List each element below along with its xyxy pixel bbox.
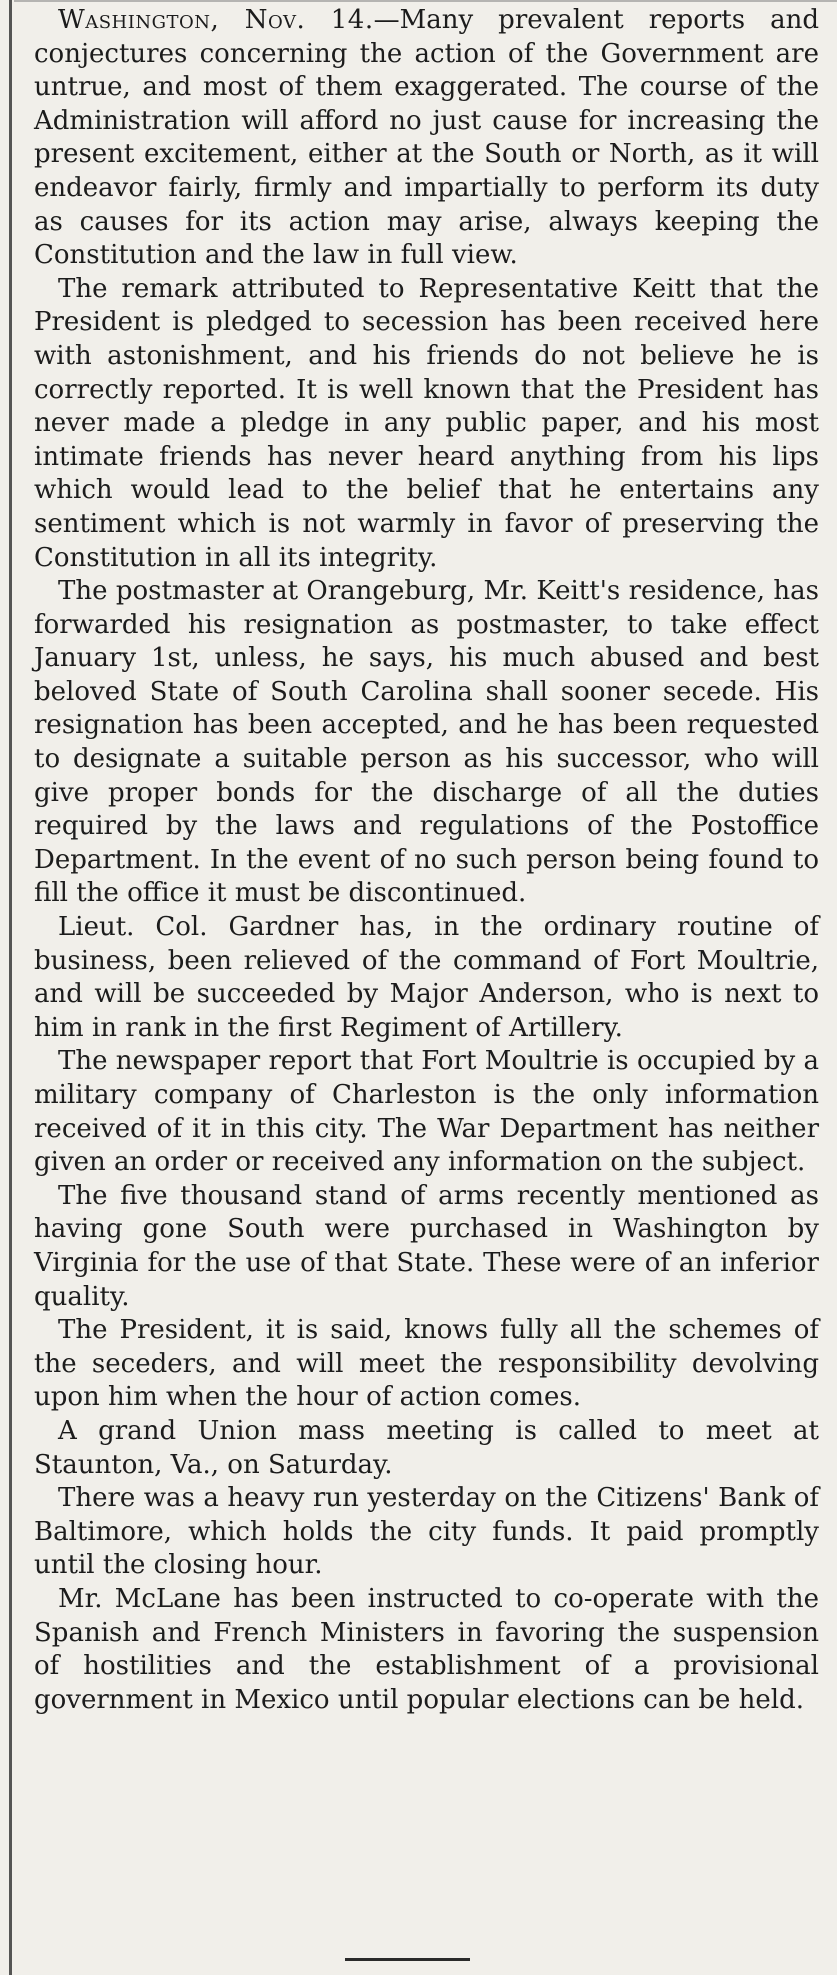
paragraph-1-text: —Many prevalent reports and conjectures concerning the action of the Government are untrue, and most of them exaggerated. The course of the Administration will afford no just cause for increasing the present excitement, either at the South or North, as it will endeavor fairly, firmly and impartially to perform its duty as causes for its action may arise, always keeping the Constitution and the law in full view. bbox=[34, 5, 819, 271]
article-paragraph-2: The remark attributed to Representative Keitt that the President is pledged to secession has been received here with astonishment, and his friends do not believe he is correctly reported. It is well known that the President has never made a pledge in any public paper, and his most intimate friends has never heard anything from his lips which would lead to the belief that he entertains any sentiment which is not warmly in favor of preserving the Constitution in all its integrity. bbox=[34, 273, 819, 573]
article-paragraph-3: The postmaster at Orangeburg, Mr. Keitt's residence, has forwarded his resignation as postmaster, to take effect January 1st, unless, he says, his much abused and best beloved State of South Carolina shall sooner secede. His resignation has been accepted, and he has been requested to designate a suitable person as his successor, who will give proper bonds for the discharge of all the duties required by the laws and regulations of the Postoffice Department. In the event of no such person being found to fill the office it must be discontinued. bbox=[34, 576, 819, 909]
article-paragraph-9: There was a heavy run yesterday on the Citizens' Bank of Baltimore, which holds the city funds. It paid promptly until the closing hour. bbox=[34, 1483, 819, 1581]
article-paragraph-8: A grand Union mass meeting is called to meet at Staunton, Va., on Saturday. bbox=[34, 1415, 819, 1480]
article-paragraph-4: Lieut. Col. Gardner has, in the ordinary routine of business, been relieved of the command of Fort Moultrie, and will be succeeded by Major Anderson, who is next to him in rank in the first Regiment of Artillery. bbox=[34, 912, 819, 1043]
end-of-article-rule bbox=[345, 1958, 470, 1961]
article-paragraph-6: The five thousand stand of arms recently mentioned as having gone South were purchased in Washington by Virginia for the use of that State. These were of an inferior quality. bbox=[34, 1180, 819, 1312]
column-rule-left bbox=[9, 0, 12, 1975]
dateline: Washington, Nov. 14. bbox=[58, 5, 374, 35]
column-rule-top bbox=[14, 0, 837, 2]
article-paragraph-1 bbox=[34, 4, 819, 273]
article-paragraph-5: The newspaper report that Fort Moultrie is occupied by a military company of Charleston is the only information received of it in this city. The War Department has neither given an order or received any information on the subject. bbox=[34, 1046, 819, 1178]
article-paragraph-10: Mr. McLane has been instructed to co-operate with the Spanish and French Ministers in favoring the suspension of hostilities and the establishment of a provisional government in Mexico until popular elections can be held. bbox=[34, 1583, 819, 1715]
news-article bbox=[34, 4, 819, 1934]
article-paragraph-7: The President, it is said, knows fully all the schemes of the seceders, and will meet the responsibility devolving upon him when the hour of action comes. bbox=[34, 1315, 819, 1413]
